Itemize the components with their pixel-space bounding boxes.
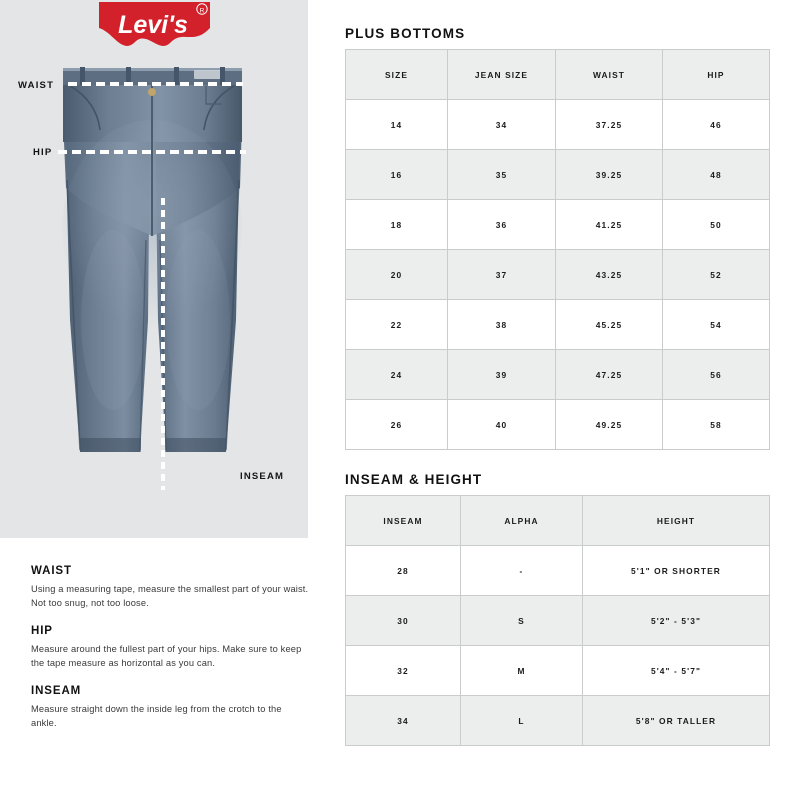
cell-inseam: 30 xyxy=(346,596,461,646)
table-row xyxy=(346,250,770,300)
cell-jean-size: 38 xyxy=(448,300,556,350)
cell-jean-size: 34 xyxy=(448,100,556,150)
cell-hip: 50 xyxy=(663,200,770,250)
cell-alpha: S xyxy=(461,596,583,646)
instruction-inseam-title: INSEAM xyxy=(31,684,82,697)
cell-waist: 37.25 xyxy=(556,100,663,150)
hip-photo-label: HIP xyxy=(33,147,53,158)
product-photo-panel xyxy=(0,0,308,538)
cell-size: 14 xyxy=(346,100,448,150)
waist-measure-line xyxy=(68,82,243,86)
column-header-alpha: ALPHA xyxy=(461,496,583,546)
cell-waist: 49.25 xyxy=(556,400,663,450)
cell-alpha: L xyxy=(461,696,583,746)
cell-waist: 45.25 xyxy=(556,300,663,350)
table-row xyxy=(346,646,770,696)
inseam-measure-line xyxy=(161,198,165,490)
table-row xyxy=(346,546,770,596)
table-row xyxy=(346,200,770,250)
cell-inseam: 32 xyxy=(346,646,461,696)
instruction-waist-title: WAIST xyxy=(31,565,72,577)
cell-waist: 39.25 xyxy=(556,150,663,200)
cell-hip: 46 xyxy=(663,100,770,150)
inseam-photo-label: INSEAM xyxy=(240,471,285,482)
cell-jean-size: 40 xyxy=(448,400,556,450)
table-row xyxy=(346,100,770,150)
waist-photo-label: WAIST xyxy=(18,80,55,91)
plus-bottoms-table xyxy=(345,49,770,450)
table-row xyxy=(346,150,770,200)
column-header-height: HEIGHT xyxy=(583,496,770,546)
table-header-row xyxy=(346,496,770,546)
cell-hip: 54 xyxy=(663,300,770,350)
instruction-hip xyxy=(31,625,309,671)
cell-jean-size: 35 xyxy=(448,150,556,200)
instruction-inseam-body: Measure straight down the inside leg from the crotch to the ankle. xyxy=(31,703,282,729)
size-tables-column xyxy=(345,0,769,746)
cell-size: 16 xyxy=(346,150,448,200)
inseam-height-title: INSEAM & HEIGHT xyxy=(345,472,483,487)
instruction-inseam xyxy=(31,685,309,731)
cell-inseam: 28 xyxy=(346,546,461,596)
column-header-hip: HIP xyxy=(663,50,770,100)
cell-size: 18 xyxy=(346,200,448,250)
instruction-waist-body: Using a measuring tape, measure the smallest part of your waist. Not too snug, not too loose. xyxy=(31,584,309,609)
cell-jean-size: 37 xyxy=(448,250,556,300)
cell-size: 26 xyxy=(346,400,448,450)
hip-measure-line xyxy=(58,150,246,154)
cell-hip: 56 xyxy=(663,350,770,400)
table-row xyxy=(346,350,770,400)
svg-text:Levi's: Levi's xyxy=(118,11,188,39)
table-row xyxy=(346,300,770,350)
instruction-hip-title: HIP xyxy=(31,624,53,637)
cell-size: 22 xyxy=(346,300,448,350)
cell-hip: 52 xyxy=(663,250,770,300)
column-header-size: SIZE xyxy=(346,50,448,100)
table-row xyxy=(346,400,770,450)
plus-bottoms-title: PLUS BOTTOMS xyxy=(345,26,466,41)
cell-size: 24 xyxy=(346,350,448,400)
cell-waist: 41.25 xyxy=(556,200,663,250)
svg-text:R: R xyxy=(199,7,205,15)
cell-alpha: - xyxy=(461,546,583,596)
cell-height: 5'4" - 5'7" xyxy=(583,646,770,696)
cell-waist: 43.25 xyxy=(556,250,663,300)
table-row xyxy=(346,596,770,646)
inseam-height-table xyxy=(345,495,770,746)
column-header-inseam: INSEAM xyxy=(346,496,461,546)
cell-alpha: M xyxy=(461,646,583,696)
instruction-waist xyxy=(31,565,309,611)
cell-inseam: 34 xyxy=(346,696,461,746)
cell-height: 5'2" - 5'3" xyxy=(583,596,770,646)
cell-waist: 47.25 xyxy=(556,350,663,400)
column-header-waist: WAIST xyxy=(556,50,663,100)
cell-hip: 48 xyxy=(663,150,770,200)
cell-jean-size: 39 xyxy=(448,350,556,400)
cell-jean-size: 36 xyxy=(448,200,556,250)
jeans-illustration xyxy=(18,20,290,490)
cell-size: 20 xyxy=(346,250,448,300)
cell-hip: 58 xyxy=(663,400,770,450)
table-header-row xyxy=(346,50,770,100)
cell-height: 5'1" OR SHORTER xyxy=(583,546,770,596)
left-column xyxy=(0,0,310,800)
cell-height: 5'8" OR TALLER xyxy=(583,696,770,746)
table-row xyxy=(346,696,770,746)
measurement-instructions xyxy=(31,565,309,744)
column-header-jean-size: JEAN SIZE xyxy=(448,50,556,100)
instruction-hip-body: Measure around the fullest part of your hips. Make sure to keep the tape measure as horizontal as you can. xyxy=(31,643,302,669)
